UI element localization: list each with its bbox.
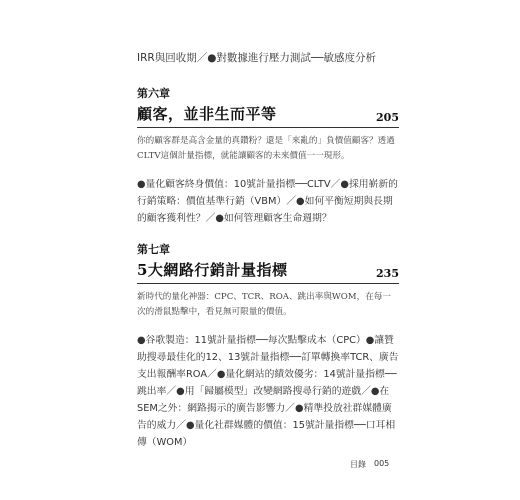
chapter-six [137,85,399,227]
chapter-title: 顧客，並非生而平等 [137,105,277,123]
chapter-description: 新時代的量化神器：CPC、TCR、ROA、跳出率與WOM，在每一次的滑鼠點擊中，看見無可限量的價值。 [137,292,391,317]
chapter-seven [137,241,399,451]
chapter-page-number: 205 [376,111,399,124]
chapter-topics: ●谷歌製造：11號計量指標──每次點擊成本（CPC）●讓贊助搜尋最佳化的12、13號計量指標──訂單轉換率TCR、廣告支出報酬率ROA／●量化網站的績效優劣：14號計量指標──跳出率／●用「歸屬模型」改變網路搜尋行銷的遊戲／●在SEM之外：網路揭示的廣告影響力／●精準投放社群媒體廣告的威力／●量化社群媒體的價值：15號計量指標──口耳相傳（WOM） [137,335,399,448]
footer-page-number: 005 [374,459,390,468]
intro-line: IRR與回收期／●對數據進行壓力測試──敏感度分析 [137,52,376,64]
chapter-label: 第七章 [137,243,170,256]
chapter-title-row [137,103,399,128]
chapter-title-row [137,259,399,284]
chapter-label: 第六章 [137,87,170,100]
page-footer [350,459,389,470]
chapter-title: 5大網路行銷計量指標 [137,261,288,279]
chapter-page-number: 235 [376,267,399,280]
chapter-topics: ●量化顧客終身價值：10號計量指標──CLTV／●採用嶄新的行銷策略：價值基準行銷（VBM）／●如何平衡短期與長期的顧客獲利性？／●如何管理顧客生命週期？ [137,179,398,224]
chapter-description: 你的顧客群是高含金量的真鑽粉？還是「來亂的」負價值顧客？透過CLTV這個計量指標，就能讓顧客的未來價值一一現形。 [137,136,395,161]
footer-section-label: 目錄 [350,460,366,469]
